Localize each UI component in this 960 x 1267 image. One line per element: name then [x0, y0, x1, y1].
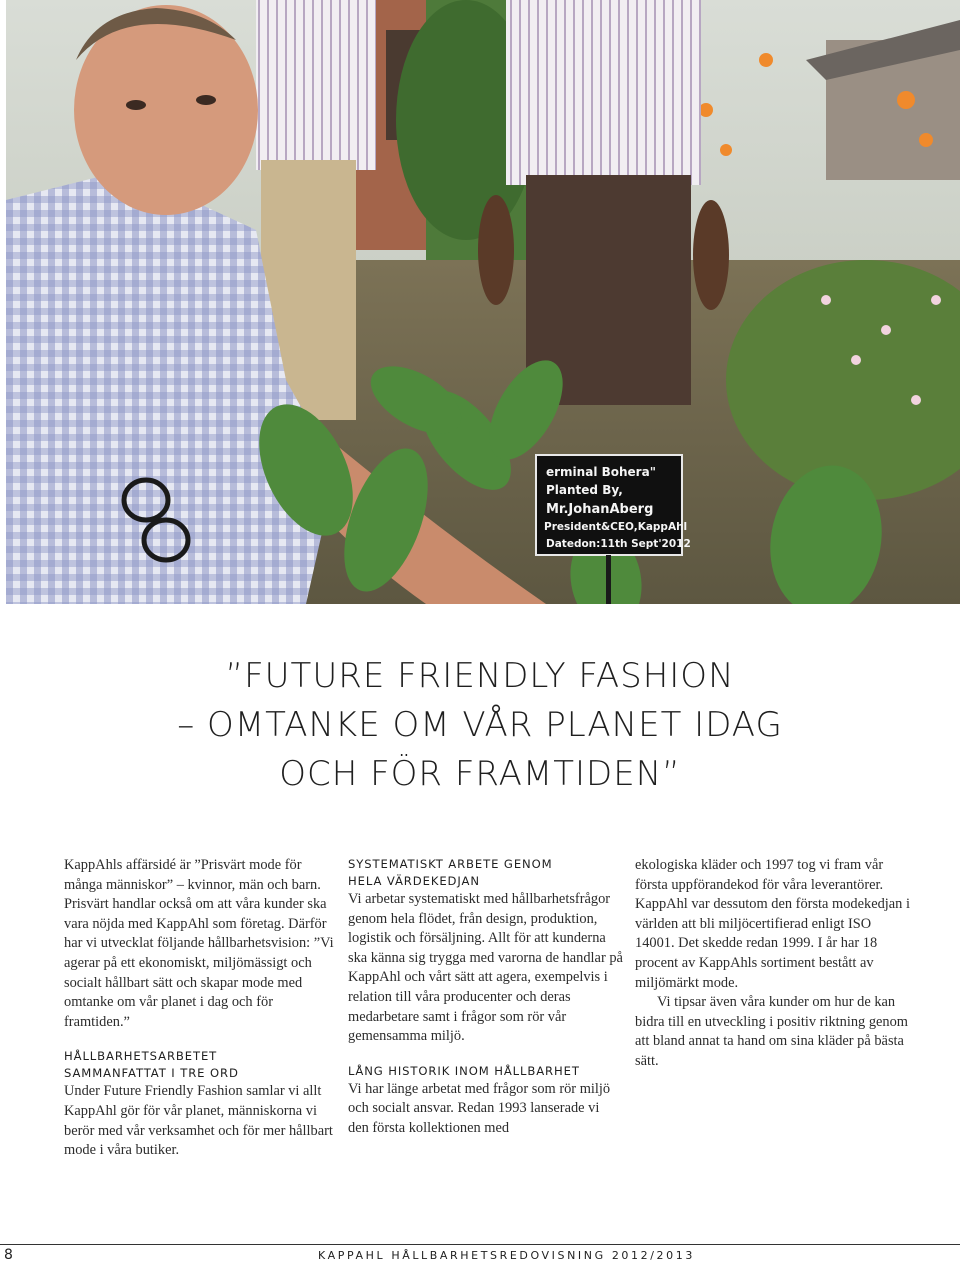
- page-number: 8: [4, 1247, 13, 1263]
- sign-line-1: erminal Bohera": [546, 465, 656, 479]
- sign-line-4: President&CEO,KappAhl: [544, 521, 688, 533]
- pull-quote-headline: [0, 652, 960, 799]
- text-column-2: [348, 856, 623, 1139]
- photo-illustration: [6, 0, 960, 604]
- history-paragraph: Vi har länge arbetat med frågor som rör miljö och socialt ansvar. Redan 1993 lanserade vi den första kollektionen med: [348, 1080, 611, 1136]
- text-column-1: [64, 856, 339, 1161]
- headline-line-3: OCH FÖR FRAMTIDEN”: [279, 754, 681, 794]
- section-heading-sustainability-line-1: HÅLLBARHETSARBETET: [64, 1049, 218, 1064]
- section-heading-history: LÅNG HISTORIK INOM HÅLLBARHET: [348, 1063, 580, 1078]
- sign-line-3: Mr.JohanAberg: [546, 502, 654, 517]
- sign-line-5: Datedon:11th Sept'2012: [546, 538, 691, 550]
- hero-photo: [6, 0, 960, 604]
- text-column-3: [635, 856, 910, 1072]
- section-heading-value-chain-line-2: HELA VÄRDEKEDJAN: [348, 874, 480, 888]
- sustainability-paragraph: Under Future Friendly Fashion samlar vi allt KappAhl gör för vår planet, människorna vi berör med vår verksamhet och för mer hållbart mode i våra butiker.: [64, 1083, 333, 1159]
- footer-rule: [0, 1244, 960, 1245]
- value-chain-paragraph: Vi arbetar systematiskt med hållbarhetsfrågor genom hela flödet, från design, produktion, logistik och försäljning. Allt för att kunderna ska känna sig trygga med varorna de handlar på KappAhl och vårt sätt att agera, exempelvis i relation till våra producenter och deras medarbetare samt i frågor som rör vår gemensamma miljö.: [348, 891, 623, 1045]
- headline-line-1: ”FUTURE FRIENDLY FASHION: [225, 656, 735, 696]
- running-title: KAPPAHL HÅLLBARHETSREDOVISNING 2012/2013: [318, 1249, 695, 1262]
- headline-line-2: – OMTANKE OM VÅR PLANET IDAG: [177, 705, 783, 745]
- section-heading-sustainability-line-2: SAMMANFATTAT I TRE ORD: [64, 1066, 239, 1081]
- section-heading-value-chain-line-1: SYSTEMATISKT ARBETE GENOM: [348, 857, 553, 871]
- intro-paragraph: KappAhls affärsidé är ”Prisvärt mode för många människor” – kvinnor, män och barn. Prisvärt handlar också om att våra kunder ska vara nöjda med KappAhl som företag. Därför har vi utvecklat följande hållbarhetsvision: ”Vi agerar på ett ekonomiskt, miljömässigt och socialt hållbart sätt och skapar mode med omtanke om vår planet i dag och för framtiden.”: [64, 857, 334, 1030]
- sign-line-2: Planted By,: [546, 483, 623, 497]
- history-continued-paragraph: ekologiska kläder och 1997 tog vi fram vår första uppförandekod för våra leverantörer. KappAhl var dessutom den första modekedjan i världen att bli miljöcertifierad enligt ISO 14001. Det skedde redan 1999. I år har 18 procent av KappAhls sortiment bestått av miljömärkt mode.: [635, 857, 910, 991]
- customer-tips-paragraph: Vi tipsar även våra kunder om hur de kan bidra till en utveckling i positiv riktning genom att bland annat ta hand om sina kläder på bästa sätt.: [635, 994, 908, 1069]
